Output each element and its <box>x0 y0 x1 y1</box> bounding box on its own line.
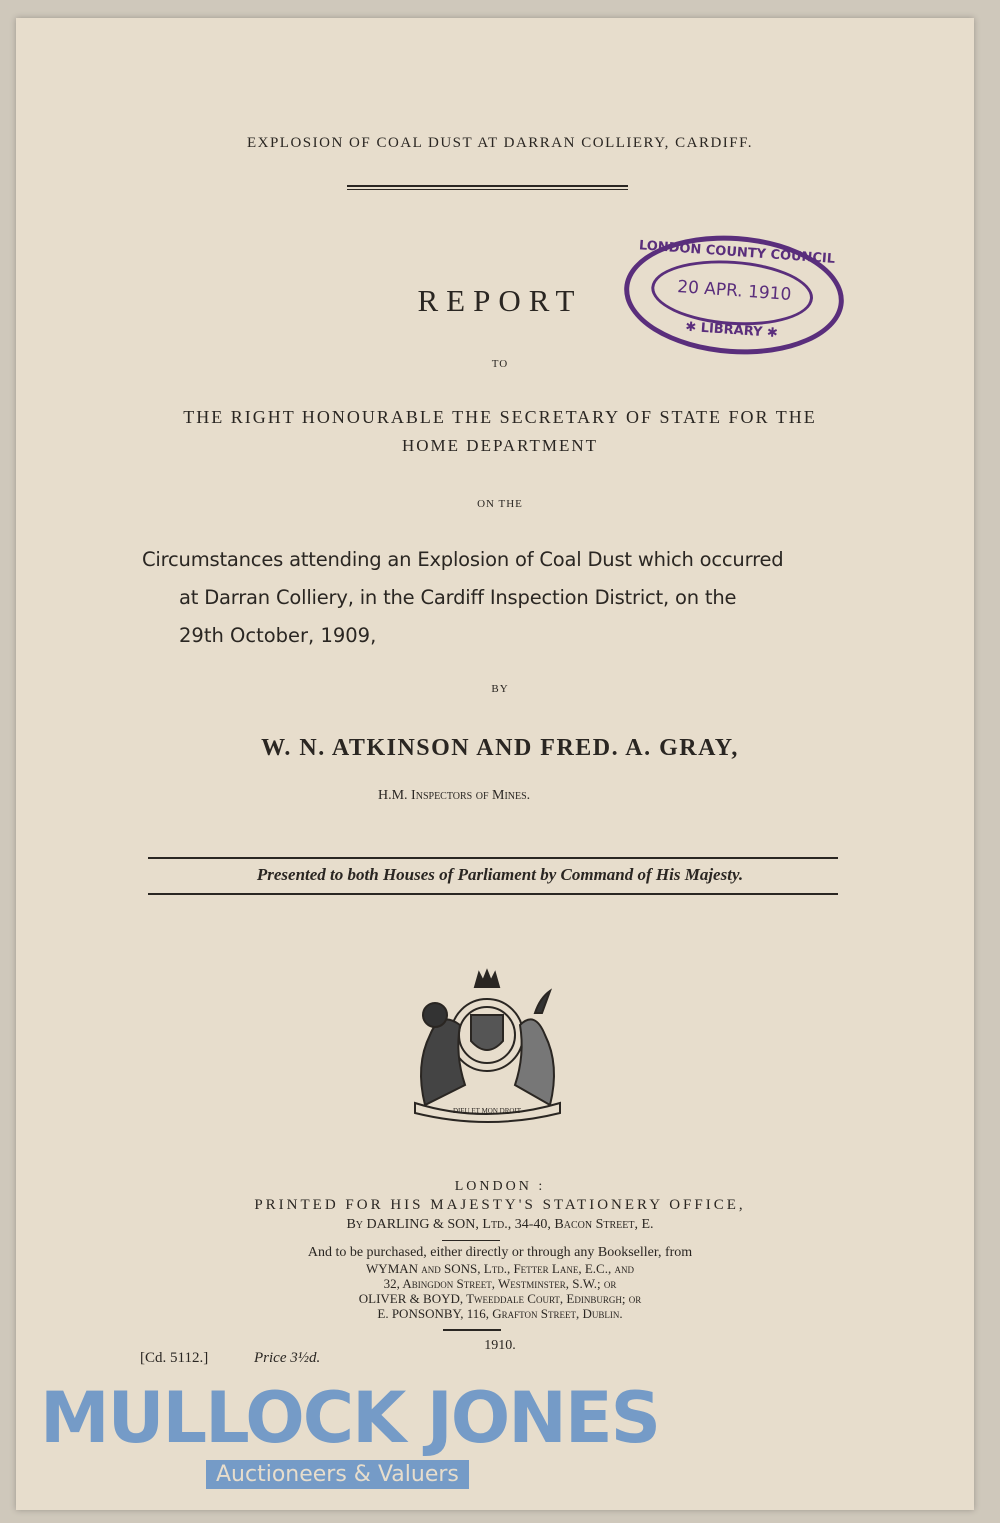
document-header: EXPLOSION OF COAL DUST AT DARRAN COLLIERY, CARDIFF. <box>246 135 754 151</box>
divider <box>442 1240 500 1241</box>
subject-line-2: at Darran Colliery, in the Cardiff Inspection District, on the <box>179 586 737 609</box>
purchase-line-1: And to be purchased, either directly or through any Bookseller, from <box>307 1245 693 1260</box>
royal-coat-of-arms-icon <box>395 965 580 1125</box>
divider <box>347 189 628 190</box>
authors-role: H.M. Inspectors of Mines. <box>378 788 531 803</box>
purchase-line-3: 32, Abingdon Street, Westminster, S.W.; or <box>383 1276 617 1291</box>
report-title: REPORT <box>417 283 583 318</box>
imprint-line-1: PRINTED FOR HIS MAJESTY'S STATIONERY OFFICE, <box>254 1197 746 1213</box>
auctioneer-watermark-logo <box>40 1377 660 1487</box>
publication-year: 1910. <box>484 1338 516 1353</box>
stamp-top-text: LONDON COUNTY COUNCIL <box>638 238 836 267</box>
purchase-line-4: OLIVER & BOYD, Tweeddale Court, Edinburgh; or <box>358 1291 642 1306</box>
addressee-line-2: HOME DEPARTMENT <box>402 436 598 455</box>
to-label: TO <box>491 358 509 370</box>
addressee-line-1: THE RIGHT HONOURABLE THE SECRETARY OF STATE FOR THE <box>183 407 817 427</box>
watermark-name: MULLOCK JONES <box>40 1377 660 1459</box>
subject-line-3: 29th October, 1909, <box>179 624 377 647</box>
stamp-date: 20 APR. 1910 <box>676 277 792 305</box>
price: Price 3½d. <box>254 1350 321 1366</box>
on-the-label: ON THE <box>477 498 523 510</box>
arms-motto: DIEU ET MON DROIT <box>452 1107 522 1115</box>
divider <box>443 1329 501 1331</box>
imprint-city: LONDON : <box>454 1179 546 1194</box>
divider <box>148 893 838 895</box>
subject-line-1: Circumstances attending an Explosion of Coal Dust which occurred <box>142 548 784 571</box>
purchase-line-5: E. PONSONBY, 116, Grafton Street, Dublin. <box>377 1306 623 1321</box>
watermark-tagline: Auctioneers & Valuers <box>206 1460 469 1489</box>
purchase-line-2: WYMAN and SONS, Ltd., Fetter Lane, E.C., and <box>366 1261 634 1276</box>
by-label: BY <box>491 683 509 695</box>
command-number: [Cd. 5112.] <box>140 1350 209 1366</box>
divider <box>347 185 628 187</box>
presented-statement: Presented to both Houses of Parliament by Command of His Majesty. <box>256 865 744 884</box>
stamp-bottom-text: ✱ LIBRARY ✱ <box>684 319 779 342</box>
authors: W. N. ATKINSON AND FRED. A. GRAY, <box>261 735 739 761</box>
imprint-line-2: By DARLING & SON, Ltd., 34-40, Bacon Street, E. <box>346 1217 654 1232</box>
divider <box>148 857 838 859</box>
